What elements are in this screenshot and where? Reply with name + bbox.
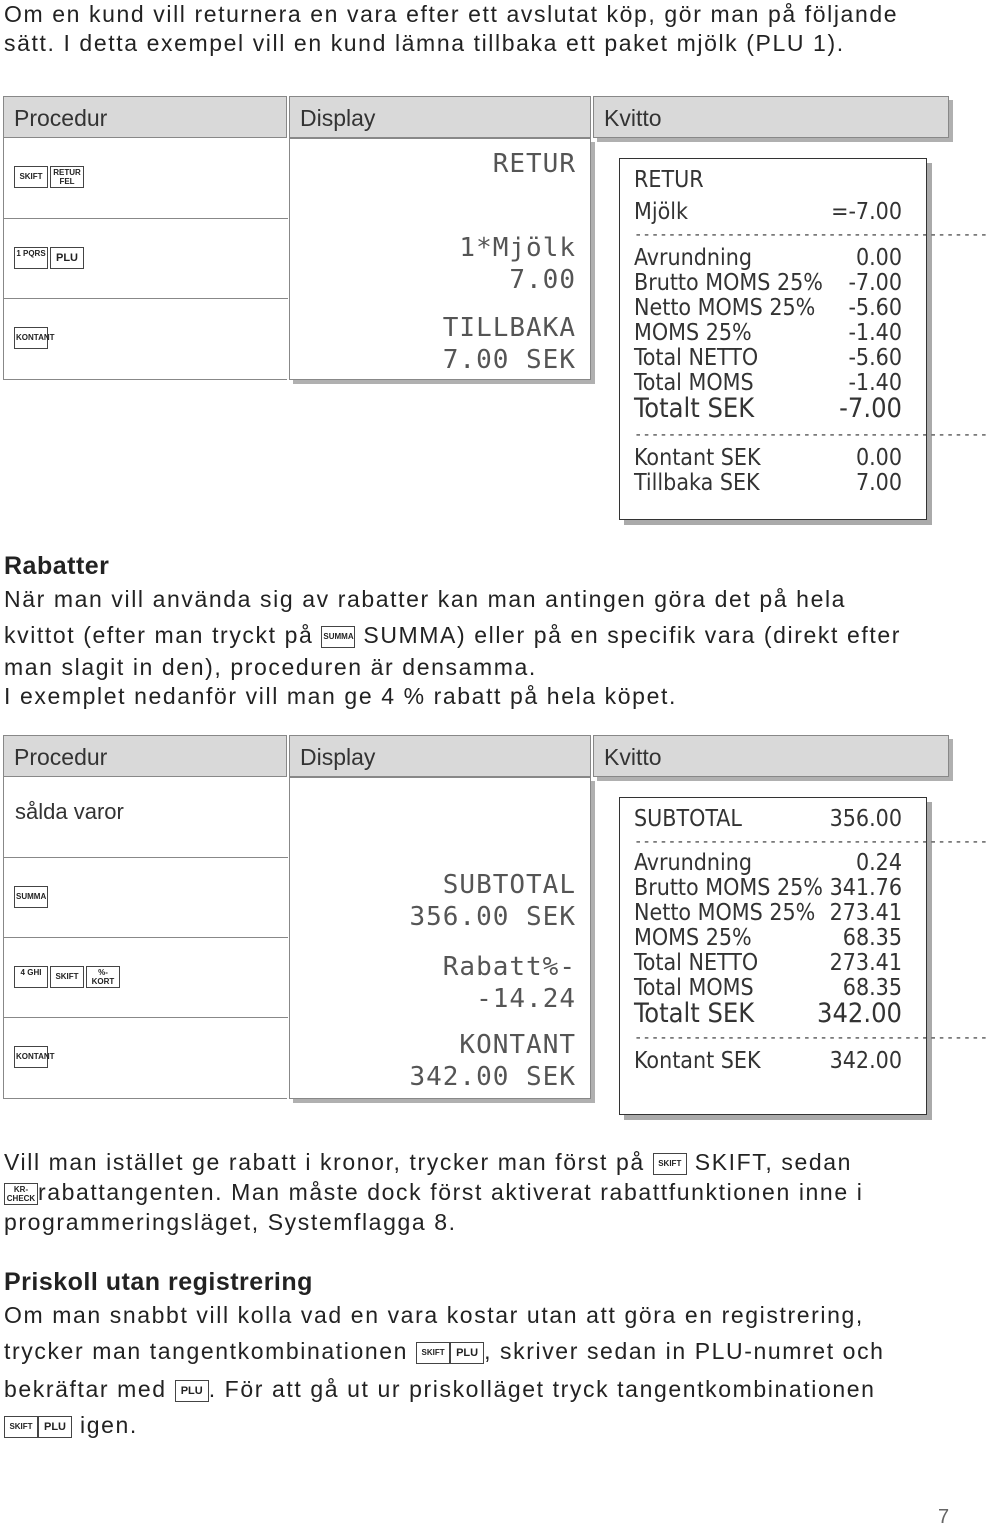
paragraph-line: trycker man tangentkombinationen SKIFT PLU , skriver sedan in PLU-numret och bbox=[4, 1338, 885, 1364]
skift-key: SKIFT bbox=[416, 1342, 450, 1364]
digit-1-key: 1 PQRS bbox=[14, 247, 48, 269]
procedure-row bbox=[4, 857, 288, 937]
plu-key: PLU bbox=[175, 1380, 209, 1402]
discount-table bbox=[3, 735, 988, 1130]
display-line: 7.00 bbox=[509, 265, 576, 295]
priskoll-heading: Priskoll utan registrering bbox=[4, 1268, 313, 1296]
receipt-line: Netto MOMS 25% 273.41 bbox=[634, 900, 902, 926]
receipt-payment: Kontant SEK 0.00 bbox=[634, 445, 902, 471]
receipt-line: MOMS 25% 68.35 bbox=[634, 925, 902, 951]
procedure-column bbox=[3, 777, 287, 1099]
receipt-line: Brutto MOMS 25% 341.76 bbox=[634, 875, 902, 901]
procedure-row bbox=[4, 138, 288, 218]
receipt-divider: ------------------------------------------ bbox=[634, 427, 988, 443]
paragraph-line: SKIFT PLU igen. bbox=[4, 1410, 954, 1440]
receipt-line: Total NETTO 273.41 bbox=[634, 950, 902, 976]
procedure-row bbox=[4, 298, 288, 380]
paragraph-line: programmeringsläget, Systemflagga 8. bbox=[4, 1209, 457, 1235]
display-line: -14.24 bbox=[476, 984, 576, 1014]
receipt-line: Total MOMS 68.35 bbox=[634, 975, 902, 1001]
paragraph-line: man slagit in den), proceduren är densamma. bbox=[4, 654, 537, 680]
header-procedur: Procedur bbox=[3, 735, 287, 777]
skift-key: SKIFT bbox=[14, 166, 48, 188]
display-line: 7.00 SEK bbox=[442, 345, 576, 375]
procedure-row bbox=[4, 1017, 288, 1099]
paragraph-line: kvittot (efter man tryckt på SUMMA SUMMA) eller på en specifik vara (direkt efter bbox=[4, 622, 901, 648]
receipt-line: Netto MOMS 25% -5.60 bbox=[634, 295, 902, 321]
kontant-key: KONTANT bbox=[14, 1046, 48, 1068]
display-line: RETUR bbox=[492, 149, 576, 179]
procedure-column bbox=[3, 138, 287, 380]
digit-4-key: 4 GHI bbox=[14, 966, 48, 988]
paragraph-line: När man vill använda sig av rabatter kan man antingen göra det på hela bbox=[4, 586, 847, 612]
kr-check-key: KR- CHECK bbox=[4, 1183, 38, 1205]
intro-text: Om en kund vill returnera en vara efter ett avslutat köp, gör man på följande sätt. I detta exempel vill en kund lämna tillbaka ett paket mjölk (PLU 1). bbox=[4, 1, 899, 56]
page-number: 7 bbox=[938, 1506, 950, 1528]
receipt-total: Totalt SEK 342.00 bbox=[634, 998, 902, 1029]
receipt-payment: Tillbaka SEK 7.00 bbox=[634, 470, 902, 496]
paragraph-line: KR- CHECK rabattangenten. Man måste dock först aktiverat rabattfunktionen inne i bbox=[4, 1177, 954, 1207]
paragraph-line: Om man snabbt vill kolla vad en vara kostar utan att göra en registrering, bbox=[4, 1302, 864, 1328]
receipt-title: RETUR bbox=[634, 167, 704, 193]
display-line: 1*Mjölk bbox=[459, 233, 576, 263]
display-line: 342.00 SEK bbox=[409, 1062, 576, 1092]
rabatter-heading: Rabatter bbox=[4, 552, 110, 580]
header-kvitto: Kvitto bbox=[593, 96, 949, 138]
kontant-key: KONTANT bbox=[14, 327, 48, 349]
paragraph-line: Vill man istället ge rabatt i kronor, trycker man först på SKIFT SKIFT, sedan bbox=[4, 1149, 853, 1175]
display-panel bbox=[289, 138, 591, 380]
paragraph-line: I exemplet nedanför vill man ge 4 % rabatt på hela köpet. bbox=[4, 683, 677, 709]
paragraph-line: bekräftar med PLU . För att gå ut ur priskolläget tryck tangentkombinationen bbox=[4, 1376, 876, 1402]
display-panel bbox=[289, 777, 591, 1099]
receipt-payment: Kontant SEK 342.00 bbox=[634, 1048, 902, 1074]
sold-items-label: sålda varor bbox=[15, 799, 124, 824]
plu-key: PLU bbox=[38, 1416, 72, 1438]
receipt-divider: ------------------------------------------ bbox=[634, 834, 988, 850]
receipt-divider: ------------------------------------------ bbox=[634, 1030, 988, 1046]
display-line: 356.00 SEK bbox=[409, 902, 576, 932]
receipt-total: Totalt SEK -7.00 bbox=[634, 393, 902, 424]
percent-kort-key: %- KORT bbox=[86, 966, 120, 988]
header-procedur: Procedur bbox=[3, 96, 287, 138]
receipt-line: Brutto MOMS 25% -7.00 bbox=[634, 270, 902, 296]
skift-key: SKIFT bbox=[653, 1153, 687, 1175]
plu-key: PLU bbox=[450, 1342, 484, 1364]
receipt-line: Avrundning 0.24 bbox=[634, 850, 902, 876]
header-display: Display bbox=[289, 735, 591, 777]
procedure-row bbox=[4, 218, 288, 298]
receipt-subtotal: SUBTOTAL 356.00 bbox=[634, 806, 902, 832]
skift-key: SKIFT bbox=[50, 966, 84, 988]
header-display: Display bbox=[289, 96, 591, 138]
retur-fel-key: RETUR FEL bbox=[50, 166, 84, 188]
receipt-line: Avrundning 0.00 bbox=[634, 245, 902, 271]
summa-key: SUMMA bbox=[14, 886, 48, 908]
plu-key: PLU bbox=[50, 247, 84, 269]
receipt bbox=[619, 797, 988, 1115]
procedure-row bbox=[4, 777, 288, 857]
receipt bbox=[619, 158, 988, 520]
receipt-line: Total MOMS -1.40 bbox=[634, 370, 902, 396]
summa-key: SUMMA bbox=[321, 626, 355, 648]
display-line: SUBTOTAL bbox=[442, 870, 576, 900]
skift-key: SKIFT bbox=[4, 1416, 38, 1438]
display-line: TILLBAKA bbox=[442, 313, 576, 343]
receipt-line: MOMS 25% -1.40 bbox=[634, 320, 902, 346]
receipt-divider: ------------------------------------------ bbox=[634, 227, 988, 243]
display-line: Rabatt%- bbox=[442, 952, 576, 982]
receipt-line: Total NETTO -5.60 bbox=[634, 345, 902, 371]
procedure-row bbox=[4, 937, 288, 1017]
header-kvitto: Kvitto bbox=[593, 735, 949, 777]
receipt-item: Mjölk =-7.00 bbox=[634, 199, 902, 225]
display-line: KONTANT bbox=[459, 1030, 576, 1060]
return-table bbox=[3, 96, 988, 526]
